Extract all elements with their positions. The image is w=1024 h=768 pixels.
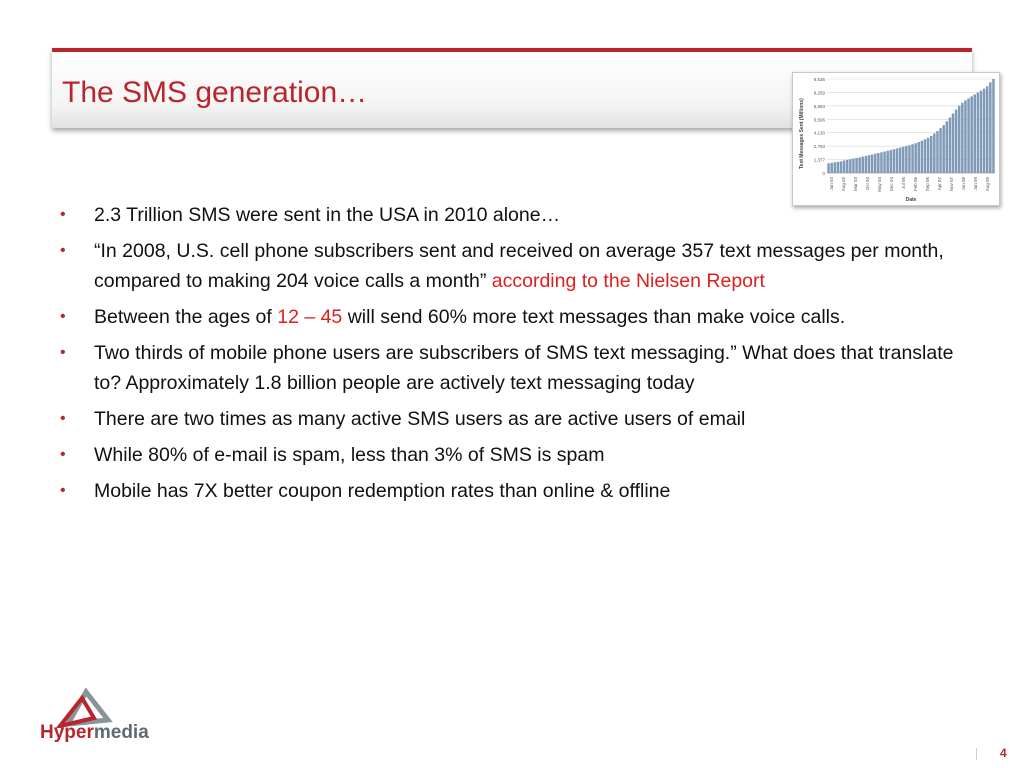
chart-bar xyxy=(933,133,936,173)
bullet-item xyxy=(58,404,968,434)
chart-bar xyxy=(871,154,874,173)
sms-growth-chart xyxy=(792,72,1000,206)
bullet-text: 2.3 Trillion SMS were sent in the USA in 2010 alone… xyxy=(94,204,561,226)
logo-wordmark xyxy=(40,722,149,744)
chart-bar xyxy=(886,151,889,173)
chart-x-tick-label: Jul 05 xyxy=(901,177,906,190)
bullet-text: “In 2008, U.S. cell phone subscribers sent and received on average 357 text messages per month, compared to making 204 voice calls a month” xyxy=(94,240,944,292)
chart-x-tick-label: Sep 06 xyxy=(925,177,930,192)
bullet-text: While 80% of e-mail is spam, less than 3% of SMS is spam xyxy=(94,444,605,466)
chart-bar xyxy=(849,159,852,173)
chart-bar xyxy=(989,82,992,173)
chart-bar xyxy=(911,144,914,173)
chart-bar xyxy=(964,100,967,173)
chart-y-axis-label: Text Messages Sent (Millions) xyxy=(799,98,805,169)
chart-bar xyxy=(883,152,886,173)
chart-y-tick-label: 2,753 xyxy=(813,144,825,150)
footer-divider xyxy=(976,748,977,760)
chart-bar xyxy=(977,93,980,173)
bullet-item xyxy=(58,200,968,230)
chart-bar xyxy=(855,158,858,173)
bullet-item xyxy=(58,302,968,332)
chart-bar xyxy=(852,159,855,173)
chart-x-axis-label: Date xyxy=(905,197,917,203)
chart-bar xyxy=(927,138,930,173)
bullet-dot: • xyxy=(60,410,66,427)
chart-x-tick-label: Oct 03 xyxy=(865,177,870,191)
bullet-item xyxy=(58,476,968,506)
chart-bar xyxy=(952,113,955,173)
chart-bar xyxy=(955,110,958,173)
chart-x-tick-label: Feb 06 xyxy=(913,177,918,192)
chart-x-tick-label: Jan 09 xyxy=(973,177,978,191)
page-number: 4 xyxy=(1000,746,1007,760)
bullet-dot: • xyxy=(60,344,66,361)
chart-bar xyxy=(924,139,927,173)
chart-bar xyxy=(986,86,989,173)
chart-bar xyxy=(874,154,877,173)
chart-y-tick-label: 8,259 xyxy=(813,90,825,96)
chart-bar xyxy=(970,96,973,173)
chart-bar xyxy=(840,161,843,173)
chart-bar xyxy=(992,79,995,173)
chart-bar xyxy=(868,155,871,173)
bullet-highlight-text: 12 – 45 xyxy=(277,306,343,328)
chart-y-tick-label: 0 xyxy=(822,171,825,176)
chart-bar xyxy=(983,89,986,173)
bullet-dot: • xyxy=(60,308,66,325)
chart-bar xyxy=(961,103,964,173)
bullet-text: will send 60% more text messages than make voice calls. xyxy=(342,306,846,328)
chart-bar xyxy=(908,145,911,173)
chart-bar xyxy=(980,91,983,173)
chart-bar xyxy=(893,149,896,173)
chart-bar xyxy=(830,163,833,173)
chart-bar xyxy=(946,121,949,173)
bullet-item xyxy=(58,440,968,470)
chart-bar xyxy=(865,156,868,173)
chart-bar xyxy=(958,106,961,173)
chart-bar xyxy=(930,136,933,173)
bullet-highlight-text: according to the Nielsen Report xyxy=(491,270,765,292)
bullet-item xyxy=(58,236,968,296)
bullet-text: Between the ages of xyxy=(94,306,278,328)
chart-x-tick-label: Mar 03 xyxy=(853,177,858,192)
chart-y-tick-label: 1,377 xyxy=(813,157,825,163)
chart-bar xyxy=(974,94,977,173)
bullet-dot: • xyxy=(60,206,66,223)
chart-bar xyxy=(967,98,970,173)
chart-bar xyxy=(843,161,846,173)
chart-y-tick-label: 5,506 xyxy=(813,117,825,123)
bullet-dot: • xyxy=(60,482,66,499)
slide-title: The SMS generation… xyxy=(62,76,368,109)
chart-bar xyxy=(949,117,952,173)
chart-y-tick-label: 4,130 xyxy=(813,130,825,136)
chart-x-tick-label: Jan 02 xyxy=(829,177,834,191)
logo-hyper: Hyper xyxy=(40,722,94,743)
chart-bar xyxy=(890,150,893,173)
chart-bar xyxy=(896,148,899,173)
chart-bar xyxy=(858,157,861,173)
bullet-text: There are two times as many active SMS users as are active users of email xyxy=(94,408,746,430)
chart-bar xyxy=(877,153,880,173)
chart-bar xyxy=(834,162,837,173)
chart-bar xyxy=(899,148,902,173)
logo-media: media xyxy=(93,722,149,743)
chart-bar xyxy=(880,152,883,173)
chart-x-tick-label: May 04 xyxy=(877,177,882,192)
bullet-list xyxy=(58,200,968,512)
bullet-text: Two thirds of mobile phone users are subscribers of SMS text messaging.” What does that translate to? Approximately 1.8 billion people are actively text messaging today xyxy=(94,342,954,394)
bullet-dot: • xyxy=(60,446,66,463)
chart-bar xyxy=(939,128,942,173)
chart-bar xyxy=(921,141,924,173)
chart-bar xyxy=(827,163,830,173)
chart-bar xyxy=(837,162,840,173)
chart-x-tick-label: Dec 04 xyxy=(889,177,894,192)
chart-bar xyxy=(918,142,921,173)
bullet-item xyxy=(58,338,968,398)
chart-svg xyxy=(793,73,999,205)
chart-bar xyxy=(846,160,849,173)
chart-y-tick-label: 6,883 xyxy=(813,103,825,109)
chart-x-tick-label: Jun 08 xyxy=(961,177,966,191)
chart-bar xyxy=(905,146,908,173)
chart-bar xyxy=(902,147,905,173)
bullet-dot: • xyxy=(60,242,66,259)
bullet-text: Mobile has 7X better coupon redemption rates than online & offline xyxy=(94,480,671,502)
chart-x-tick-label: Apr 07 xyxy=(937,177,942,191)
chart-bar xyxy=(862,157,865,173)
chart-x-tick-label: Aug 09 xyxy=(985,177,990,192)
chart-x-tick-label: Nov 07 xyxy=(949,177,954,192)
chart-bar xyxy=(914,143,917,173)
chart-y-tick-label: 9,636 xyxy=(813,77,825,82)
chart-x-tick-label: Aug 02 xyxy=(841,177,846,192)
hypermedia-logo xyxy=(40,688,150,748)
chart-bar xyxy=(942,125,945,173)
chart-bar xyxy=(936,131,939,173)
